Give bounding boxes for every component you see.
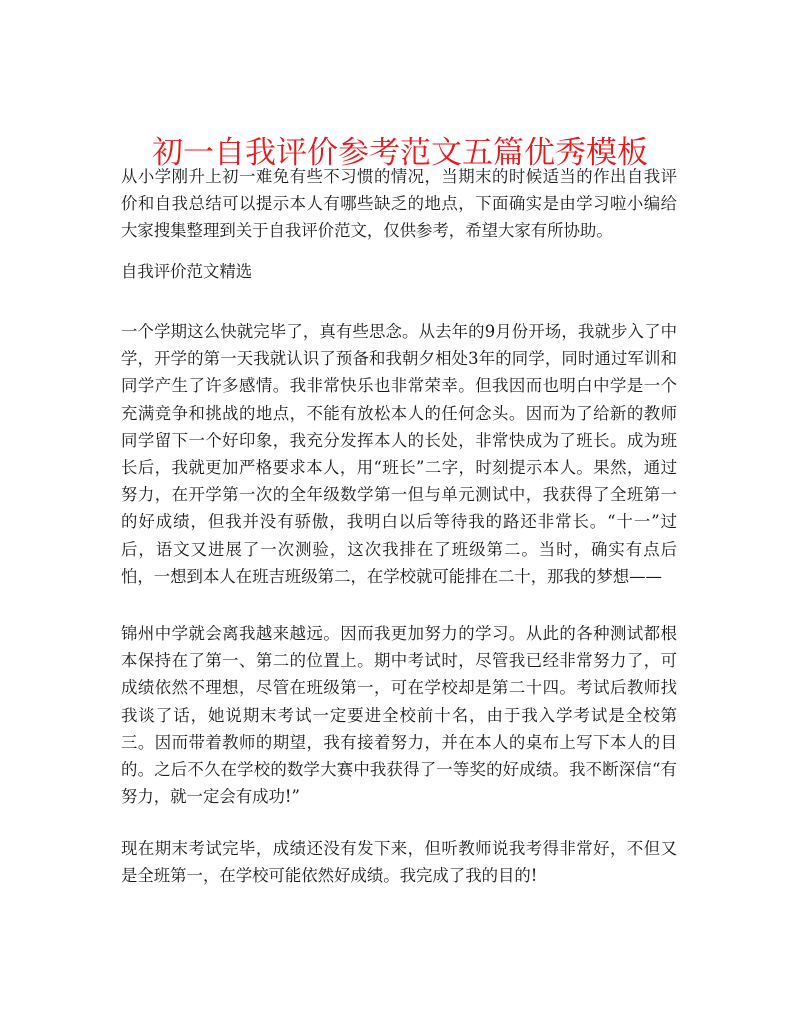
document-title: 初一自我评价参考范文五篇优秀模板: [152, 134, 648, 171]
section-heading: 自我评价范文精选: [121, 262, 253, 281]
body-paragraph-1: 一个学期这么快就完毕了，真有些思念。从去年的9月份开场，我就步入了中学，开学的第一天我就认识了预备和我朝夕相处3年的同学，同时通过军训和同学产生了许多感情。我非常快乐也非常荣幸。但我因而也明白中学是一个充满竞争和挑战的地点，不能有放松本人的任何念头。因而为了给新的教师同学留下一个好印象，我充分发挥本人的长处，非常快成为了班长。成为班长后，我就更加严格要求本人，用“班长”二字，时刻提示本人。果然，通过努力，在开学第一次的全年级数学第一但与单元测试中，我获得了全班第一的好成绩，但我并没有骄傲，我明白以后等待我的路还非常长。“十一”过后，语文又进展了一次测验，这次我排在了班级第二。当时，确实有点后怕，一想到本人在班吉班级第二，在学校就可能排在二十，那我的梦想——: [121, 322, 677, 586]
body-paragraph-2: 锦州中学就会离我越来越远。因而我更加努力的学习。从此的各种测试都根本保持在了第一、第二的位置上。期中考试时，尽管我已经非常努力了，可成绩依然不理想，尽管在班级第一，可在学校却是第二十四。考试后教师找我谈了话，她说期末考试一定要进全校前十名，由于我入学考试是全校第三。因而带着教师的期望，我有接着努力，并在本人的桌布上写下本人的目的。之后不久在学校的数学大赛中我获得了一等奖的好成绩。我不断深信“有努力，就一定会有成功!”: [121, 624, 677, 807]
body-paragraph-3: 现在期末考试完毕，成绩还没有发下来，但听教师说我考得非常好，不但又是全班第一，在学校可能依然好成绩。我完成了我的目的!: [121, 839, 677, 886]
intro-paragraph: 从小学刚升上初一难免有些不习惯的情况，当期末的时候适当的作出自我评价和自我总结可以提示本人有哪些缺乏的地点，下面确实是由学习啦小编给大家搜集整理到关于自我评价范文，仅供参考，希望大家有所协助。: [121, 167, 677, 241]
